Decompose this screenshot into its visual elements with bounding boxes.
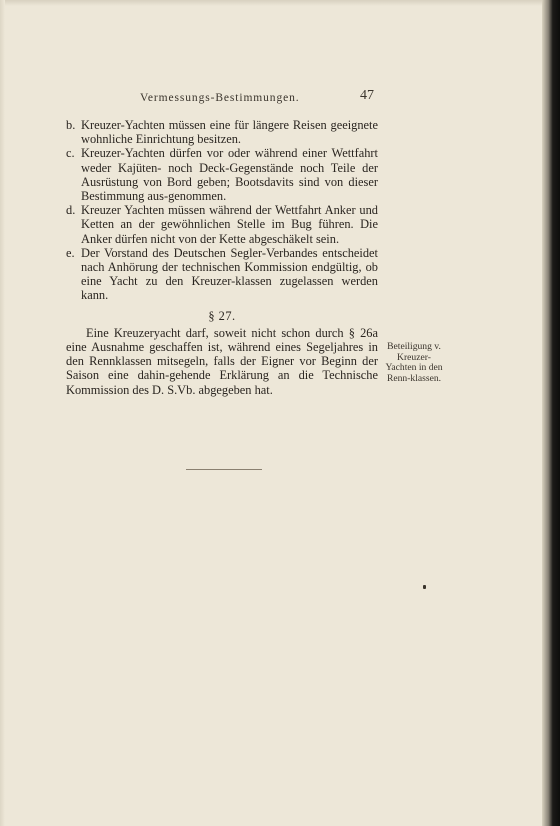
list-marker: c. xyxy=(66,146,75,161)
list-item-text: Kreuzer-Yachten dürfen vor oder während einer Wettfahrt weder Kajüten- noch Deck-Gegenstände noch Teile der Ausrüstung von Bord geben; Bootsdavits sind von dieser Bestimmung aus-genommen. xyxy=(81,146,378,204)
running-title: Vermessungs-Bestimmungen. xyxy=(140,92,300,104)
main-text xyxy=(66,118,378,397)
list-item-text: Kreuzer Yachten müssen während der Wettfahrt Anker und Ketten an der gewöhnlichen Stelle im Bug führen. Die Anker dürfen nicht von der Kette abgeschäkelt sein. xyxy=(81,203,378,246)
list-item-b xyxy=(66,118,378,146)
list-item-c xyxy=(66,146,378,203)
list-marker: e. xyxy=(66,245,75,260)
ink-speck xyxy=(423,585,426,589)
list-item-d xyxy=(66,203,378,246)
page-number: 47 xyxy=(360,88,374,103)
page-top-edge xyxy=(0,0,542,6)
list-marker: d. xyxy=(66,203,76,218)
book-gutter xyxy=(542,0,560,826)
section-heading: § 27. xyxy=(208,308,236,323)
section-paragraph: Eine Kreuzeryacht darf, soweit nicht schon durch § 26a eine Ausnahme geschaffen ist, während eines Segeljahres in den Rennklassen mitsegeln, falls der Eigner vor Beginn der Saison eine dahin-gehende Erklärung an die Technische Kommission des D. S.Vb. abgegeben hat. xyxy=(66,325,378,397)
end-rule xyxy=(186,469,262,470)
page-left-edge xyxy=(0,0,5,826)
margin-note: Beteiligung v. Kreuzer-Yachten in den Renn-klassen. xyxy=(385,341,443,384)
list-item-e xyxy=(66,246,378,303)
list-item-text: Der Vorstand des Deutschen Segler-Verbandes entscheidet nach Anhörung der technischen Kommission endgültig, ob eine Yacht zu den Kreuzer-klassen zugelassen werden kann. xyxy=(81,245,378,303)
list-item-text: Kreuzer-Yachten müssen eine für längere Reisen geeignete wohnliche Einrichtung besitzen. xyxy=(81,118,378,147)
list-marker: b. xyxy=(66,118,76,132)
